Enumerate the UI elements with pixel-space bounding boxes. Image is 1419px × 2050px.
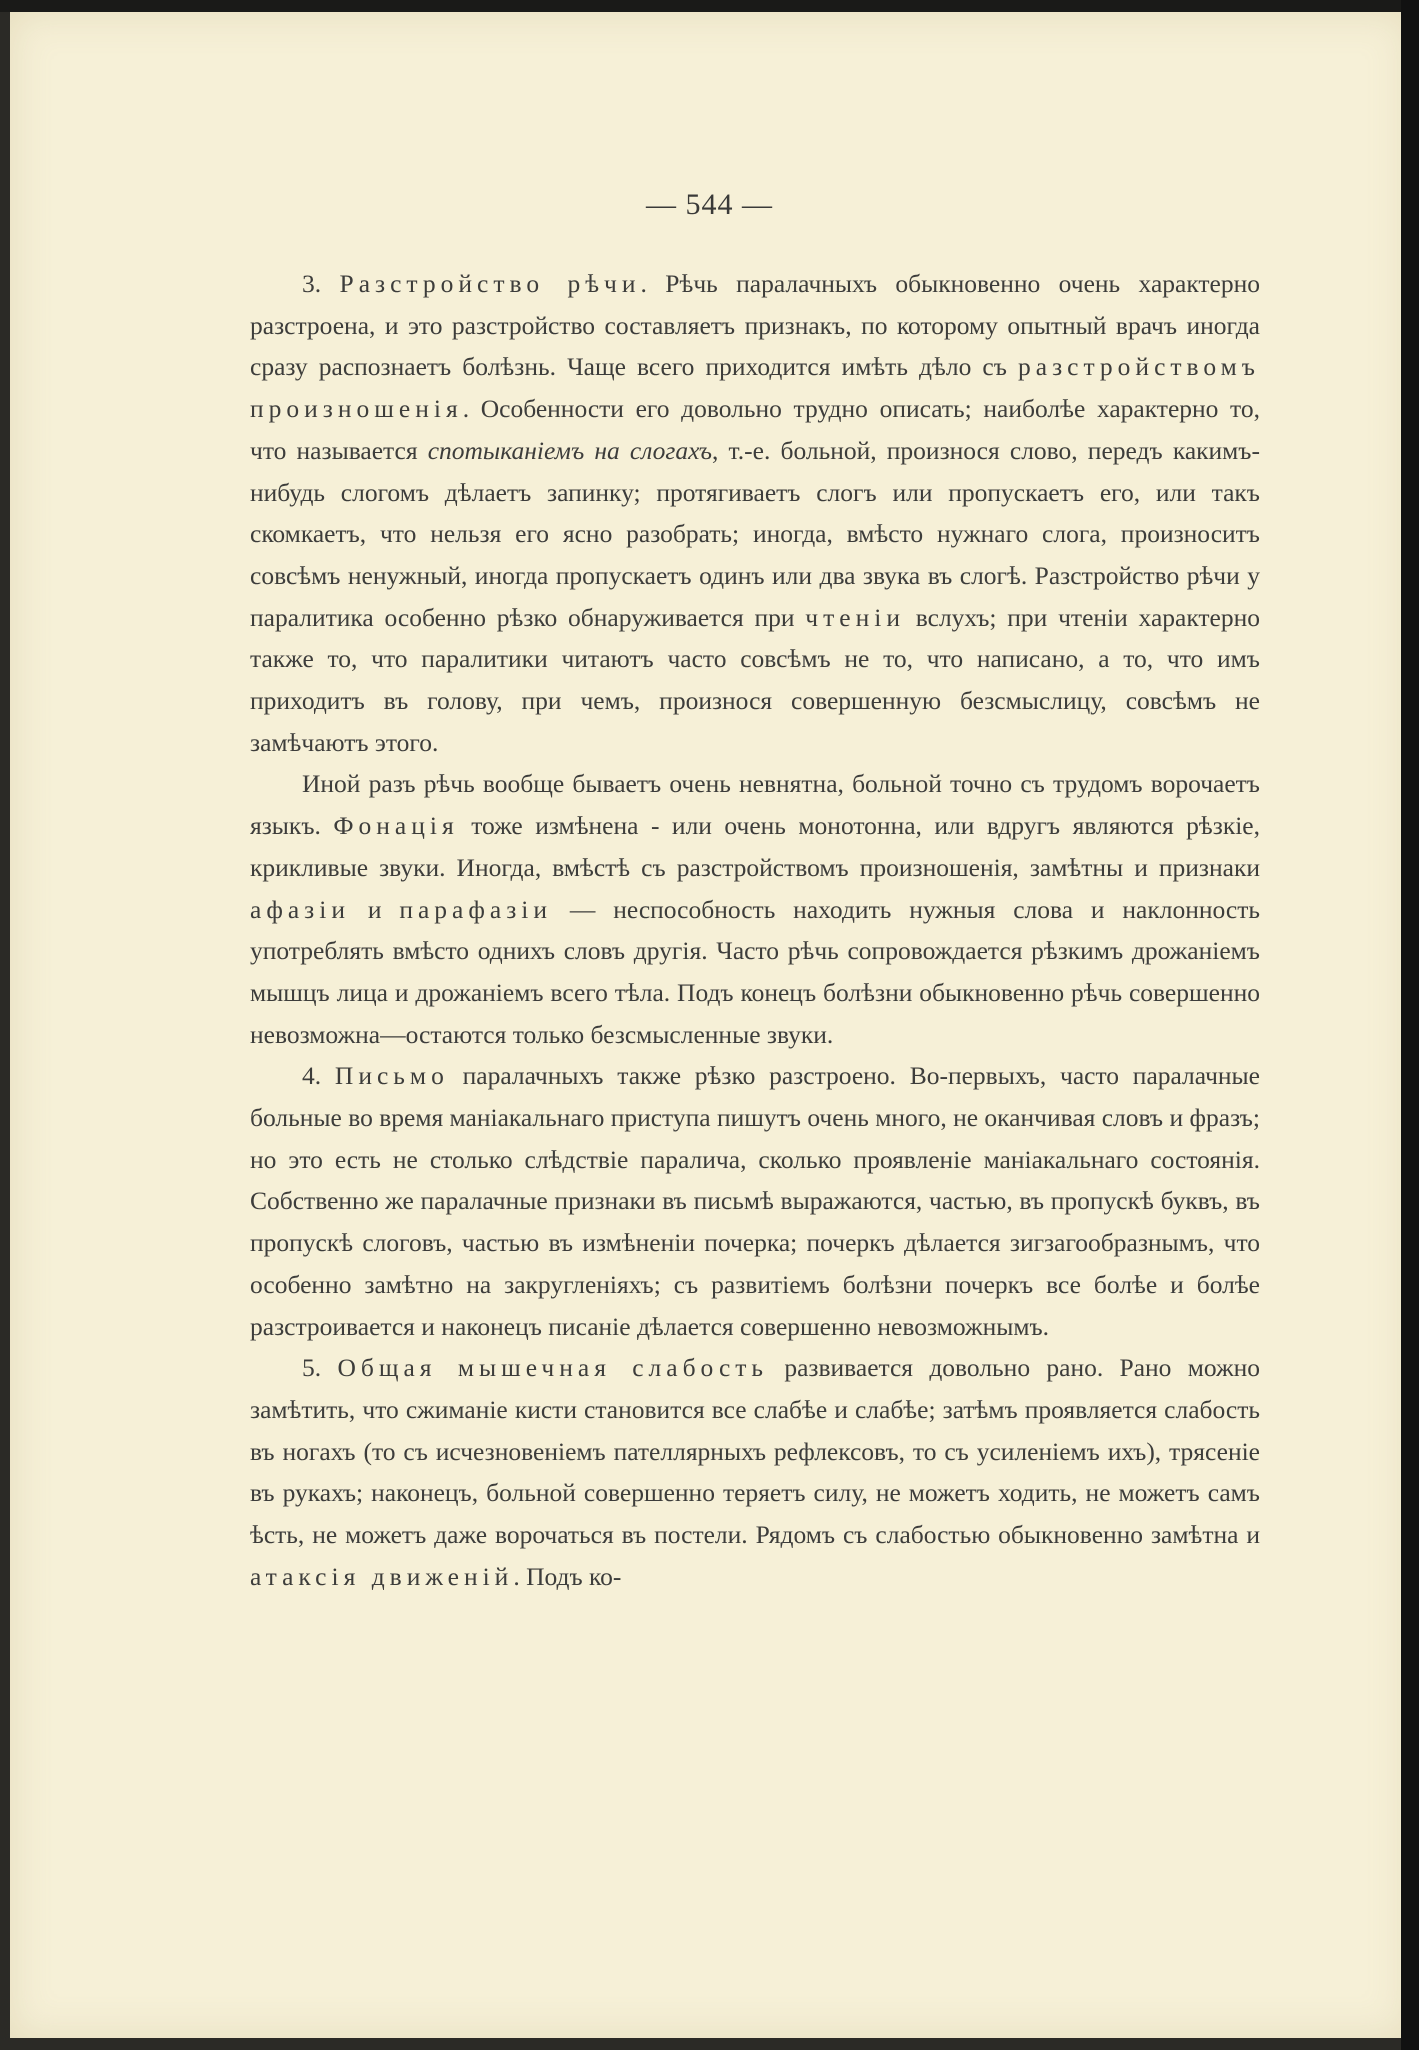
text-segment: . Особенности его довольно трудно описать; наиболѣе характерно то, что называется	[250, 394, 1260, 465]
paragraph-speech-disorder	[250, 263, 1260, 763]
spaced-term: чтеніи	[805, 602, 905, 632]
scan-right-edge	[1401, 0, 1419, 2050]
text-segment: . Подъ ко-	[513, 1561, 622, 1591]
text-segment: 5.	[302, 1353, 338, 1383]
text-segment: и	[349, 894, 400, 924]
text-segment: паралачныхъ также рѣзко разстроено. Во-первыхъ, часто паралачные больные во время маніакальнаго приступа пишутъ очень много, не оканчивая словъ и фразъ; но это есть не столько слѣдствіе паралича, сколько проявленіе маніакальнаго состоянія. Собственно же паралачные признаки въ письмѣ выражаются, частью, въ пропускѣ буквъ, въ пропускѣ слоговъ, частью въ измѣненіи почерка; почеркъ дѣлается зигзагообразнымъ, что особенно замѣтно на закругленіяхъ; съ развитіемъ болѣзни почеркъ все болѣе и болѣе разстроивается и наконецъ писаніе дѣлается совершенно невозможнымъ.	[250, 1061, 1261, 1341]
spaced-term: Письмо	[334, 1061, 449, 1091]
text-segment: — неспособность находить нужныя слова и наклонность употреблять вмѣсто однихъ словъ другія. Часто рѣчь сопровождается рѣзкимъ дрожаніемъ мышцъ лица и дрожаніемъ всего тѣла. Подъ конецъ болѣзни обыкновенно рѣчь совершенно невозможна—остаются только безсмысленные звуки.	[250, 894, 1260, 1049]
text-segment: . Рѣчь паралачныхъ обыкновенно очень характерно разстроена, и это разстройство составляетъ признакъ, по которому опытный врачъ иногда сразу распознаетъ болѣзнь. Чаще всего приходится имѣть дѣло съ	[250, 269, 1261, 382]
text-segment: , т.-е. больной, произнося слово, передъ какимъ-нибудь слогомъ дѣлаетъ запинку; протягиваетъ слогъ или пропускаетъ его, или такъ скомкаетъ, что нельзя его ясно разобрать; иногда, вмѣсто нужнаго слога, произноситъ совсѣмъ ненужный, иногда пропускаетъ одинъ или два звука въ слогѣ. Разстройство рѣчи у паралитика особенно рѣзко обнаруживается при	[250, 435, 1260, 632]
text-segment: 3.	[302, 269, 340, 298]
paragraph-muscle-weakness	[250, 1347, 1260, 1597]
spaced-term: парафазіи	[399, 894, 553, 924]
text-segment: вслухъ; при чтеніи характерно также то, что паралитики читаютъ часто совсѣмъ не то, что написано, а то, что имъ приходитъ въ голову, при чемъ, произнося совершенную безсмыслицу, совсѣмъ не замѣчаютъ этого.	[250, 602, 1261, 757]
paragraph-phonation	[250, 763, 1260, 1055]
spaced-term: Фонація	[333, 811, 459, 841]
spaced-term: Общая мышечная слабость	[337, 1353, 769, 1383]
text-segment: 4.	[302, 1061, 335, 1091]
paragraph-writing	[250, 1055, 1260, 1347]
scan-top-edge	[0, 0, 1419, 12]
spaced-term: афазіи	[250, 894, 350, 924]
text-segment: развивается довольно рано. Рано можно замѣтить, что сжиманіе кисти становится все слабѣе и слабѣе; затѣмъ проявляется слабость въ ногахъ (то съ исчезновеніемъ пателлярныхъ рефлексовъ, то съ усиленіемъ ихъ), трясеніе въ рукахъ; наконецъ, больной совершенно теряетъ силу, не можетъ ходить, не можетъ самъ ѣсть, не можетъ даже ворочаться въ постели. Рядомъ съ слабостью обыкновенно замѣтна и	[250, 1353, 1260, 1550]
body-text	[250, 263, 1260, 1598]
text-segment: тоже измѣнена - или очень монотонна, или вдругъ являются рѣзкіе, крикливые звуки. Иногда, вмѣстѣ съ разстройствомъ произношенія, замѣтны и признаки	[250, 811, 1260, 882]
text-segment: Иной разъ рѣчь вообще бываетъ очень невнятна, больной точно съ трудомъ ворочаетъ языкъ.	[250, 769, 1260, 841]
spaced-term: атаксія движеній	[250, 1561, 514, 1591]
spaced-term: Разстройство рѣчи	[339, 269, 641, 298]
spaced-term: разстройствомъ произношенія	[250, 352, 1260, 424]
page-number: — 544 —	[646, 188, 773, 221]
italic-term: спотыканіемъ на слогахъ	[427, 435, 712, 465]
